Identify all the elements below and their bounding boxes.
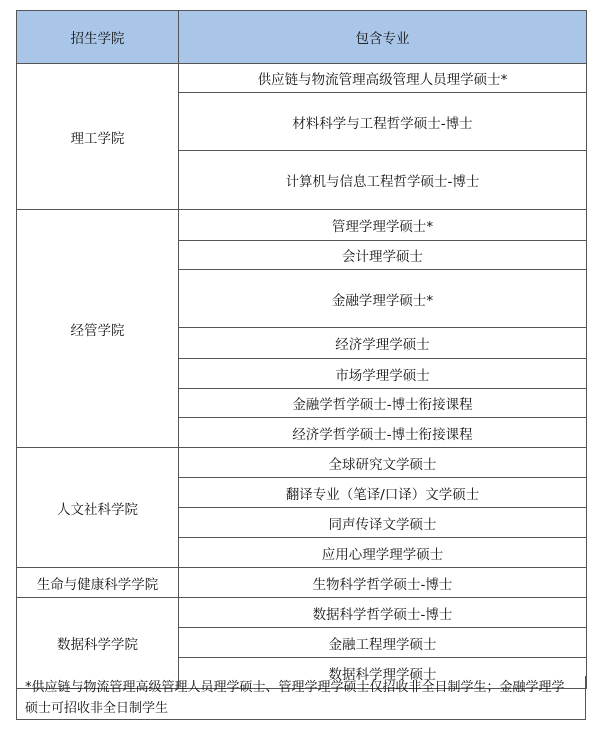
table-row	[17, 568, 587, 598]
college-cell: 生命与健康科学学院	[17, 568, 179, 598]
program-cell: 管理学理学硕士*	[179, 210, 587, 241]
table-body	[17, 64, 587, 689]
program-cell: 计算机与信息工程哲学硕士-博士	[179, 151, 587, 210]
college-cell: 经管学院	[17, 210, 179, 448]
program-cell: 供应链与物流管理高级管理人员理学硕士*	[179, 64, 587, 93]
program-cell: 会计理学硕士	[179, 241, 587, 270]
table-row	[17, 64, 587, 93]
program-cell: 市场学理学硕士	[179, 359, 587, 389]
program-cell: 数据科学哲学硕士-博士	[179, 598, 587, 628]
college-cell: 人文社科学院	[17, 448, 179, 568]
table-row	[17, 448, 587, 478]
program-cell: 金融工程理学硕士	[179, 628, 587, 658]
header-row	[17, 11, 587, 64]
footnote: *供应链与物流管理高级管理人员理学硕士、管理学理学硕士仅招收非全日制学生；金融学理学硕士可招收非全日制学生	[16, 676, 586, 720]
program-cell: 生物科学哲学硕士-博士	[179, 568, 587, 598]
header-college: 招生学院	[17, 11, 179, 64]
program-cell: 金融学理学硕士*	[179, 270, 587, 328]
program-cell: 材料科学与工程哲学硕士-博士	[179, 93, 587, 151]
program-cell: 翻译专业（笔译/口译）文学硕士	[179, 478, 587, 508]
college-cell: 理工学院	[17, 64, 179, 210]
program-cell: 数据科学理学硕士	[179, 658, 587, 689]
programs-table	[16, 10, 587, 689]
college-cell: 数据科学学院	[17, 598, 179, 689]
program-cell: 同声传译文学硕士	[179, 508, 587, 538]
table-row	[17, 210, 587, 241]
program-cell: 应用心理学理学硕士	[179, 538, 587, 568]
program-cell: 经济学哲学硕士-博士衔接课程	[179, 418, 587, 448]
header-programs: 包含专业	[179, 11, 587, 64]
table-row	[17, 598, 587, 628]
program-cell: 经济学理学硕士	[179, 328, 587, 359]
program-cell: 金融学哲学硕士-博士衔接课程	[179, 389, 587, 418]
program-cell: 全球研究文学硕士	[179, 448, 587, 478]
